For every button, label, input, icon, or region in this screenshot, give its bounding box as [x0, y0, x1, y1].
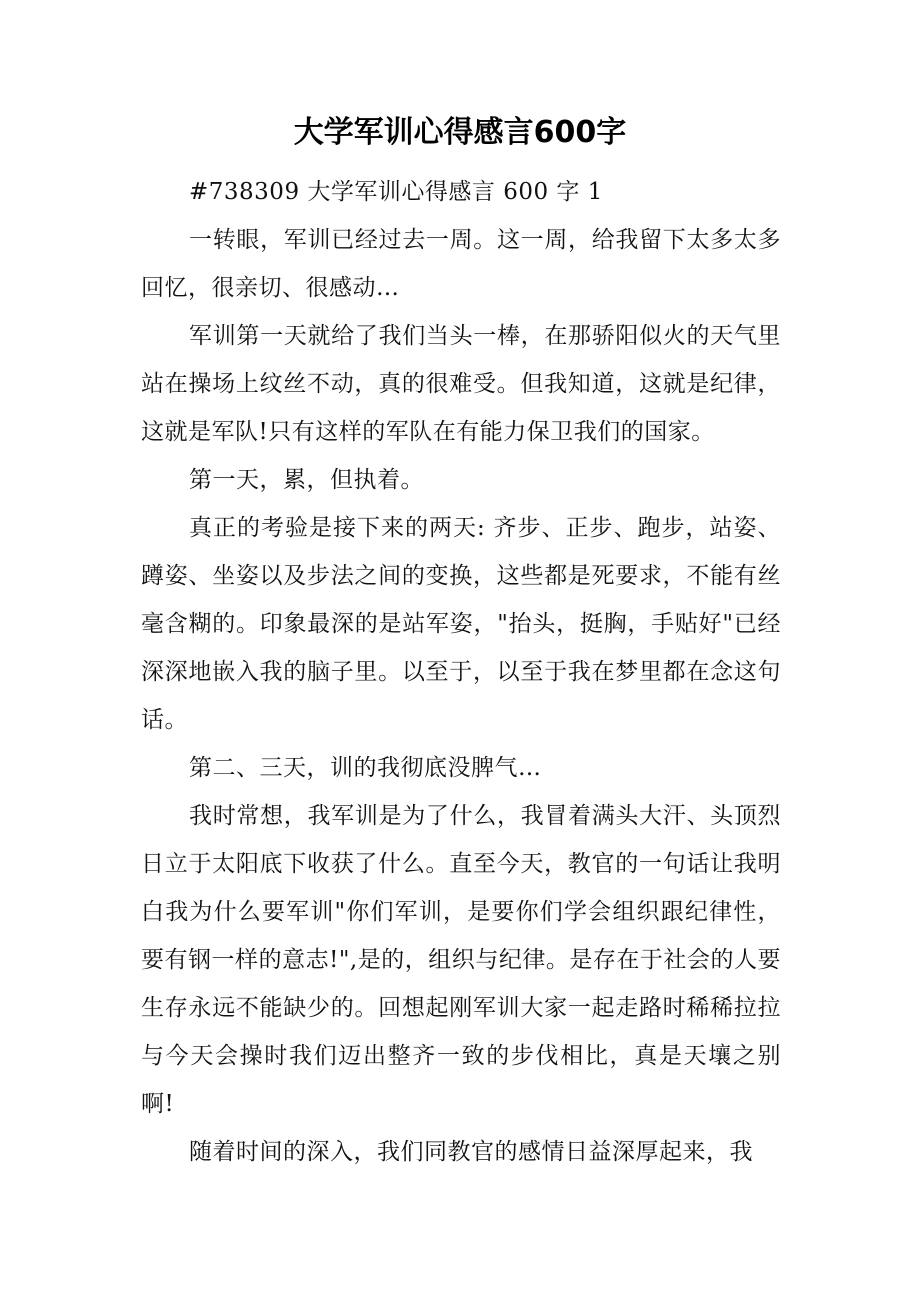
paragraph: 第一天，累，但执着。 [189, 467, 424, 493]
document-title: 大学军训心得感言600字 [293, 115, 627, 150]
paragraph: 军训第一天就给了我们当头一棒，在那骄阳似火的天气里站在操场上纹丝不动，真的很难受。但我知道，这就是纪律，这就是军队!只有这样的军队在有能力保卫我们的国家。 [141, 323, 781, 445]
paragraph: 一转眼，军训已经过去一周。这一周，给我留下太多太多回忆，很亲切、很感动… [141, 227, 781, 301]
document-body [141, 168, 781, 1176]
paragraph: 随着时间的深入，我们同教官的感情日益深厚起来，我 [189, 1139, 753, 1165]
paragraph: 我时常想，我军训是为了什么，我冒着满头大汗、头顶烈日立于太阳底下收获了什么。直至今天，教官的一句话让我明白我为什么要军训"你们军训，是要你们学会组织跟纪律性，要有钢一样的意志!",是的，组织与纪律。是存在于社会的人要生存永远不能缺少的。回想起刚军训大家一起走路时稀稀拉拉与今天会操时我们迈出整齐一致的步伐相比，真是天壤之别啊! [141, 803, 781, 1117]
section-heading: #738309 大学军训心得感言 600 字 1 [189, 179, 603, 205]
paragraph: 第二、三天，训的我彻底没脾气… [189, 755, 542, 781]
paragraph: 真正的考验是接下来的两天: 齐步、正步、跑步，站姿、蹲姿、坐姿以及步法之间的变换，这些都是死要求，不能有丝毫含糊的。印象最深的是站军姿，"抬头，挺胸，手贴好"已经深深地嵌入我的脑子里。以至于，以至于我在梦里都在念这句话。 [141, 515, 781, 733]
